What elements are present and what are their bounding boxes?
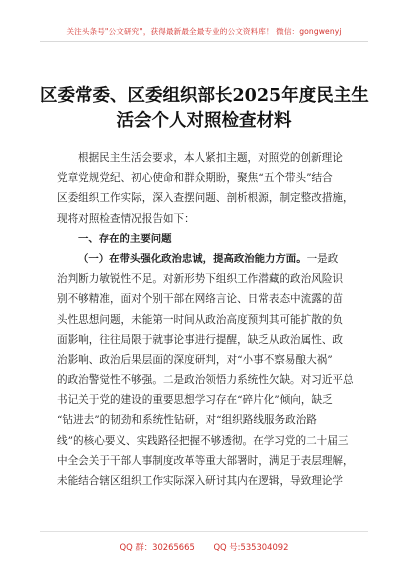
document-title [40,84,368,134]
header-divider [40,41,368,42]
subsection-tail: 一是政 [306,252,339,265]
paragraph-line: 党章党规党纪、初心使命和群众期盼，聚焦“五个带头”结合 [57,172,333,185]
paragraph-line: 头性思想问题，未能第一时间从政治高度预判其可能扩散的负 [57,313,344,326]
paragraph-line: 根据民主生活会要求，本人紧扣主题，对照党的创新理论 [78,152,343,164]
paragraph-line: 书记关于党的建设的重要思想学习存在“碎片化”倾向，缺乏 [57,394,333,407]
subsection-heading: （一）在带头强化政治忠诚，提高政治能力方面。 [78,252,307,265]
paragraph-line: 现将对照检查情况报告如下： [57,212,195,225]
footer-divider [40,531,368,532]
header-banner: 关注头条号"公文研究"，获得最新最全最专业的公文资料库！ 微信：gongwenyj [66,27,342,36]
paragraph-line: 治判断力敏锐性不足。对新形势下组织工作潜藏的政治风险识 [57,273,344,286]
paragraph-line: 线”的核心要义、实践路径把握不够透彻。在学习党的二十届三 [57,434,349,447]
title-line-2: 活会个人对照检查材料 [116,111,292,131]
paragraph-line: 的政治警觉性不够强。二是政治领悟力系统性欠缺。对习近平总 [57,374,354,387]
section-heading: 一、存在的主要问题 [78,232,172,245]
paragraph-line: “钻进去”的韧劲和系统性钻研，对“组织路线服务政治路 [57,414,317,427]
title-line-1: 区委常委、区委组织部长2025年度民主生 [40,86,369,106]
footer-qq-number: QQ 号:535304092 [213,542,289,552]
paragraph-line: 别不够精准，面对个别干部在网络言论、日常表态中流露的苗 [57,293,344,306]
document-body [57,148,353,491]
footer [0,541,408,553]
subsection-line [57,249,353,269]
paragraph-line: 中全会关于干部人事制度改革等重大部署时，满足于表层理解， [57,454,354,467]
paragraph-line: 区委组织工作实际，深入查摆问题、剖析根源，制定整改措施， [57,192,354,205]
footer-qq-group: QQ 群：30265665 [119,542,195,552]
paragraph-line: 未能结合辖区组织工作实际深入研讨其内在逻辑，导致理论学 [57,475,344,487]
paragraph-line: 治影响、政治后果层面的深度研判，对“小事不察易酿大祸” [57,353,333,366]
paragraph-line: 面影响，往往局限于就事论事进行提醒，缺乏从政治属性、政 [57,333,344,346]
